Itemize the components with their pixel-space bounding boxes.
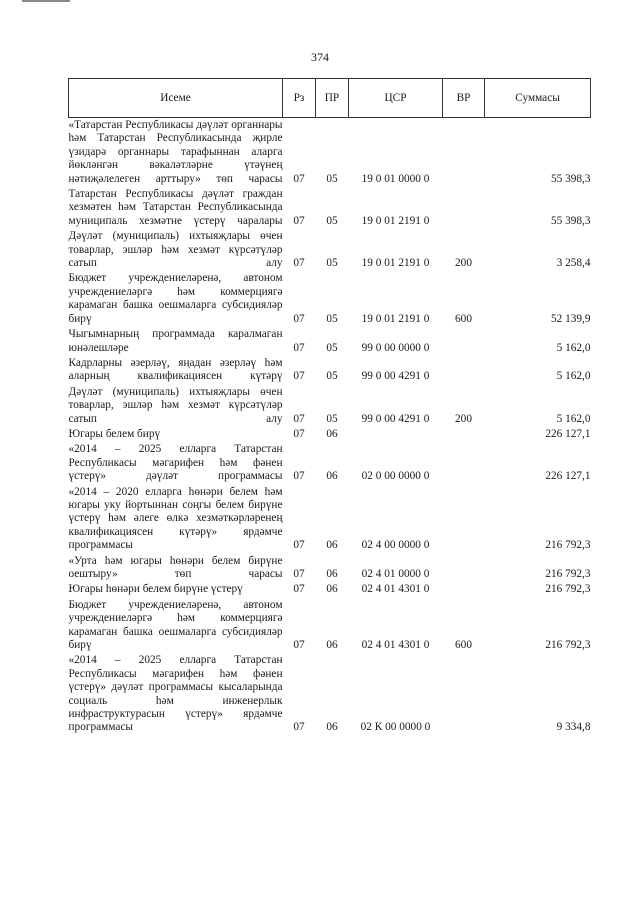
row-name: Татарстан Республикасы дәүләт граждан хезмәтен һәм Татарстан Республикасында муниципаль хезмәтне үстерү чаралары <box>68 188 283 227</box>
row-rz: 07 <box>293 172 305 185</box>
row-pr: 06 <box>326 639 338 652</box>
row-vr <box>443 118 485 188</box>
row-csr: 02 К 00 0000 0 <box>360 721 431 734</box>
row-rz: 07 <box>293 214 305 227</box>
table-row <box>69 598 591 654</box>
row-csr: 19 0 01 2191 0 <box>361 257 430 270</box>
table-row <box>69 356 591 385</box>
budget-table <box>68 78 591 736</box>
row-csr: 02 4 01 4301 0 <box>361 583 430 596</box>
row-name: Бюджет учреждениеләренә, автоном учреждениеләргә һәм коммерциягә карамаган башка оешмаларга субсидияләр бирү <box>68 598 283 652</box>
table-header-row <box>69 79 591 118</box>
row-sum: 5 162,0 <box>556 370 591 383</box>
row-sum: 52 139,9 <box>550 312 591 325</box>
row-name: Югары һөнәри белем бирүне үстерү <box>68 583 243 596</box>
header-pr: ПР <box>316 79 349 118</box>
row-rz: 07 <box>293 639 305 652</box>
row-rz: 07 <box>293 583 305 596</box>
row-csr: 19 0 01 2191 0 <box>361 312 430 325</box>
row-sum: 216 792,3 <box>545 539 591 552</box>
table-row <box>69 653 591 735</box>
row-vr <box>443 327 485 356</box>
row-name: Дәүләт (муниципаль) ихтыяҗлары өчен товарлар, эшләр һәм хезмәт күрсәтүләр сатып алу <box>68 385 283 425</box>
row-csr: 19 0 01 0000 0 <box>361 172 430 185</box>
row-rz: 07 <box>293 568 305 580</box>
row-sum: 226 127,1 <box>545 470 591 483</box>
header-name: Исеме <box>69 79 283 118</box>
row-rz: 07 <box>293 412 305 425</box>
row-csr: 99 0 00 4291 0 <box>361 370 430 383</box>
row-name: Чыгымнарның программада каралмаган юнәлешләре <box>68 328 283 354</box>
row-csr: 19 0 01 2191 0 <box>361 214 430 227</box>
row-vr: 600 <box>455 639 472 652</box>
table-row <box>69 554 591 583</box>
row-pr: 05 <box>326 312 338 325</box>
table-row <box>69 442 591 484</box>
table-row <box>69 229 591 271</box>
row-csr: 02 4 01 4301 0 <box>361 639 430 652</box>
row-pr: 05 <box>326 214 338 227</box>
row-csr: 99 0 00 4291 0 <box>361 412 430 425</box>
row-sum: 226 127,1 <box>545 427 591 440</box>
row-name: Югары белем бирү <box>68 427 161 440</box>
row-sum: 3 258,4 <box>556 257 591 270</box>
row-csr <box>349 427 443 442</box>
table-row <box>69 385 591 427</box>
row-sum: 216 792,3 <box>545 639 591 652</box>
row-pr: 06 <box>326 568 338 580</box>
row-vr <box>443 356 485 385</box>
row-vr <box>443 554 485 583</box>
table-row <box>69 485 591 554</box>
page-number: 374 <box>311 50 329 64</box>
row-pr: 05 <box>326 412 338 425</box>
row-vr <box>443 653 485 735</box>
row-sum: 216 792,3 <box>545 568 591 580</box>
header-sum: Суммасы <box>485 79 591 118</box>
row-sum: 5 162,0 <box>556 412 591 425</box>
row-sum: 216 792,3 <box>545 583 591 596</box>
row-csr: 02 4 01 0000 0 <box>361 568 430 580</box>
row-name: Кадрларны әзерләү, яңадан әзерләү һәм аларның квалификациясен күтәрү <box>68 356 283 383</box>
table-row <box>69 427 591 442</box>
row-name: Дәүләт (муниципаль) ихтыяҗлары өчен товарлар, эшләр һәм хезмәт күрсәтүләр сатып алу <box>68 230 283 270</box>
row-rz: 07 <box>293 470 305 483</box>
header-csr: ЦСР <box>349 79 443 118</box>
row-vr <box>443 427 485 442</box>
row-pr: 05 <box>326 172 338 185</box>
row-rz: 07 <box>293 341 305 354</box>
row-sum: 9 334,8 <box>556 721 591 734</box>
top-rule <box>22 0 70 2</box>
row-pr: 06 <box>326 539 338 552</box>
row-rz: 07 <box>293 370 305 383</box>
row-vr <box>443 442 485 484</box>
row-vr: 200 <box>455 257 472 270</box>
table-row <box>69 118 591 188</box>
row-name: «2014 – 2025 елларга Татарстан Республикасы мәгарифен һәм фәнен үстерү» дәүләт программасы кысаларында социаль һәм инженерлык инфраструктурасын үстерү» ярдәмче программасы <box>68 654 283 734</box>
row-name: Бюджет учреждениеләренә, автоном учреждениеләргә һәм коммерциягә карамаган башка оешмаларга субсидияләр бирү <box>68 272 283 325</box>
row-vr: 200 <box>455 412 472 425</box>
row-pr: 05 <box>326 341 338 354</box>
row-rz: 07 <box>293 539 305 552</box>
row-pr: 06 <box>326 470 338 483</box>
row-pr: 06 <box>326 583 338 596</box>
row-rz: 07 <box>293 721 305 734</box>
row-sum: 55 398,3 <box>550 214 591 227</box>
row-rz: 07 <box>293 312 305 325</box>
row-sum: 55 398,3 <box>550 172 591 185</box>
row-name: «2014 – 2025 елларга Татарстан Республикасы мәгарифен һәм фәнен үстерү» дәүләт программасы <box>68 443 283 483</box>
row-pr: 05 <box>326 257 338 270</box>
row-vr <box>443 187 485 229</box>
row-pr: 06 <box>326 427 338 440</box>
table-row <box>69 187 591 229</box>
row-sum: 5 162,0 <box>556 341 591 354</box>
table-row <box>69 327 591 356</box>
header-vr: ВР <box>443 79 485 118</box>
table-row <box>69 582 591 597</box>
row-name: «Урта һәм югары һөнәри белем бирүне оештыру» төп чарасы <box>68 554 283 580</box>
row-csr: 99 0 00 0000 0 <box>361 341 430 354</box>
row-name: «Татарстан Республикасы дәүләт органнары һәм Татарстан Республикасында җирле үзидарә органнары тарафыннан аларга йөкләнгән вәкаләтләрне үтәүнең нәтиҗәлелеген арттыру» төп чарасы <box>68 119 283 185</box>
row-name: «2014 – 2020 елларга һөнәри белем һәм югары уку йортыннан соңгы белем бирүне үстерү һәм әлеге өлкә хезмәткәрләренең квалификациясен күтәрү» ярдәмче программасы <box>68 485 283 552</box>
row-vr <box>443 485 485 554</box>
header-rz: Рз <box>283 79 316 118</box>
row-rz: 07 <box>293 257 305 270</box>
row-rz: 07 <box>293 427 305 440</box>
row-pr: 05 <box>326 370 338 383</box>
table-row <box>69 271 591 327</box>
row-csr: 02 0 00 0000 0 <box>361 470 430 483</box>
row-csr: 02 4 00 0000 0 <box>361 539 430 552</box>
row-vr: 600 <box>455 312 472 325</box>
row-vr <box>443 582 485 597</box>
row-pr: 06 <box>326 721 338 734</box>
